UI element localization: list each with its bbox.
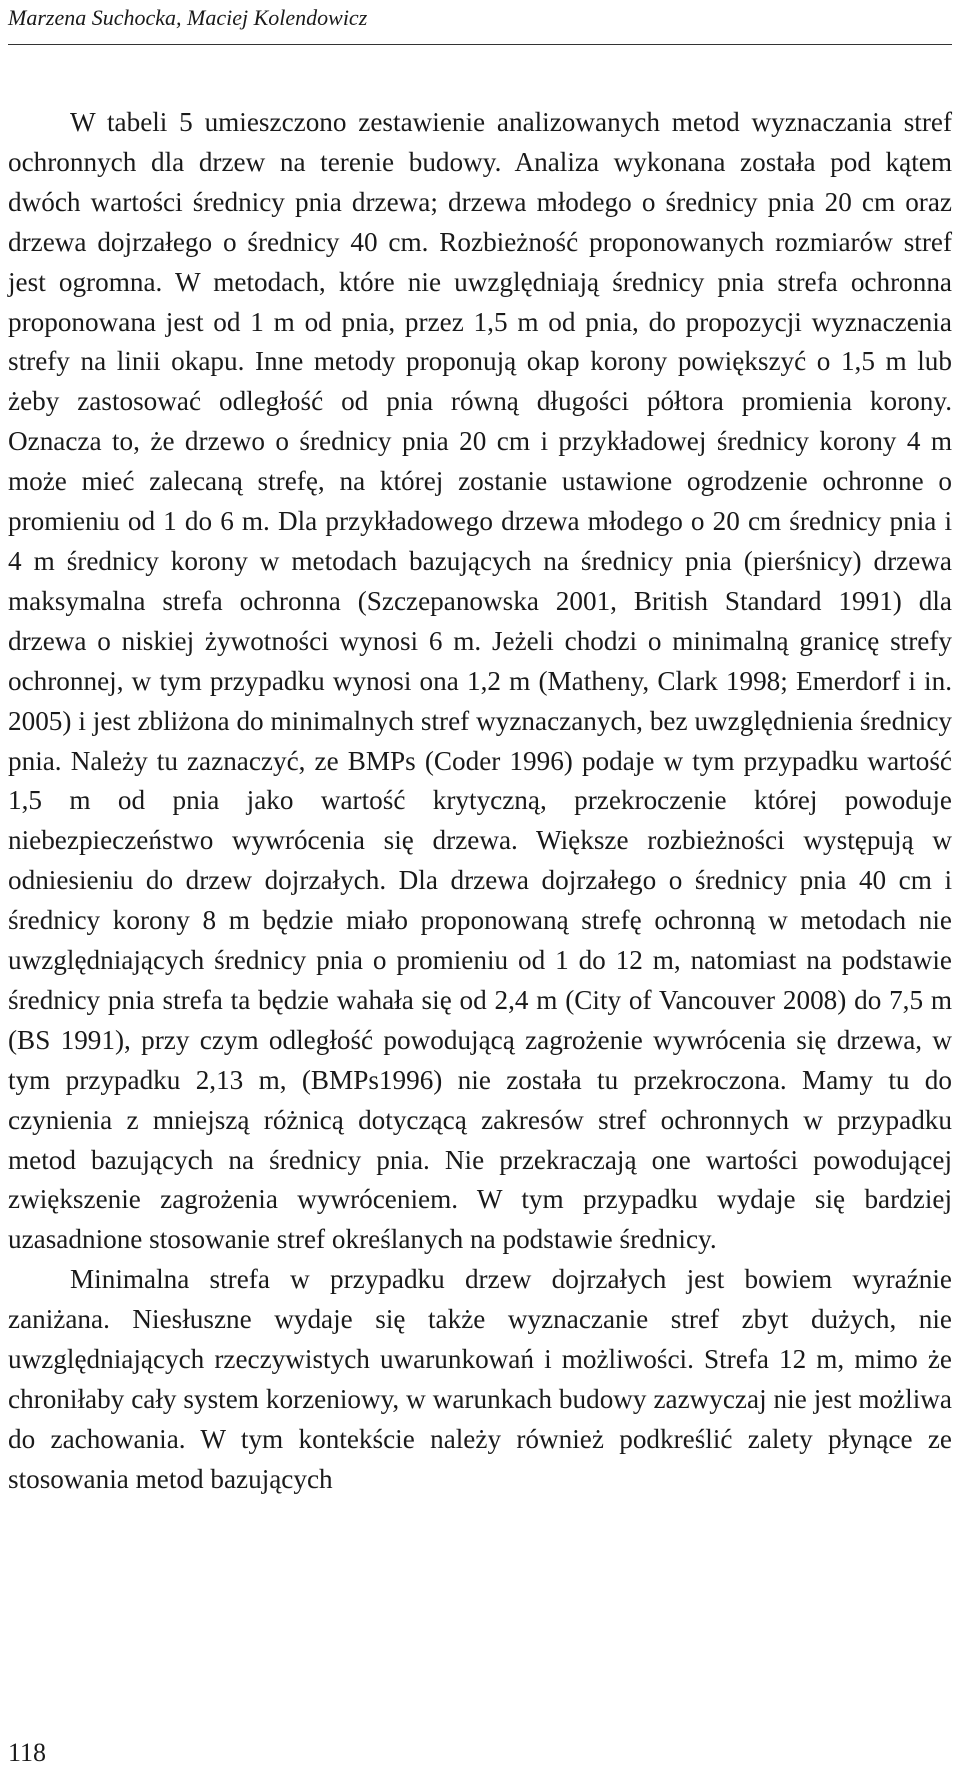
paragraph-minimum-zone-mature-trees: Minimalna strefa w przypadku drzew dojrzałych jest bowiem wyraźnie zaniżana. Niesłuszne wydaje się także wyznaczanie stref zbyt dużych, nie uwzględniających rzeczywistych uwarunkowań i możliwości. Strefa 12 m, mimo że chroniłaby cały system korzeniowy, w warunkach budowy zazwyczaj nie jest możliwa do zachowania. W tym kontekście należy również podkreślić zalety płynące ze stosowania metod bazujących [8,1264,952,1494]
page-number: 118 [8,1738,47,1767]
body-text [8,103,952,1500]
header-divider [8,44,952,45]
paragraph-protection-zones-analysis: W tabeli 5 umieszczono zestawienie analizowanych metod wyznaczania stref ochronnych dla drzew na terenie budowy. Analiza wykonana została pod kątem dwóch wartości średnicy pnia drzewa; drzewa młodego o średnicy pnia 20 cm oraz drzewa dojrzałego o średnicy 40 cm. Rozbieżność proponowanych rozmiarów stref jest ogromna. W metodach, które nie uwzględniają średnicy pnia strefa ochronna proponowana jest od 1 m od pnia, przez 1,5 m od pnia, do propozycji wyznaczenia strefy na linii okapu. Inne metody proponują okap korony powiększyć o 1,5 m lub żeby zastosować odległość od pnia równą długości półtora promienia korony. Oznacza to, że drzewo o średnicy pnia 20 cm i przykładowej średnicy korony 4 m może mieć zalecaną strefę, na której zostanie ustawione ogrodzenie ochronne o promieniu od 1 do 6 m. Dla przykładowego drzewa młodego o 20 cm średnicy pnia i 4 m średnicy korony w metodach bazujących na średnicy pnia (pierśnicy) drzewa maksymalna strefa ochronna (Szczepanowska 2001, British Standard 1991) dla drzewa o niskiej żywotności wynosi 6 m. Jeżeli chodzi o minimalną granicę strefy ochronnej, w tym przypadku wynosi ona 1,2 m (Matheny, Clark 1998; Emerdorf i in. 2005) i jest zbliżona do minimalnych stref wyznaczanych, bez uwzględnienia średnicy pnia. Należy tu zaznaczyć, ze BMPs (Coder 1996) podaje w tym przypadku wartość 1,5 m od pnia jako wartość krytyczną, przekroczenie której powoduje niebezpieczeństwo wywrócenia się drzewa. Większe rozbieżności występują w odniesieniu do drzew dojrzałych. Dla drzewa dojrzałego o średnicy pnia 40 cm i średnicy korony 8 m będzie miało proponowaną strefę ochronną w metodach nie uwzględniających średnicy pnia o promieniu od 1 do 12 m, natomiast na podstawie średnicy pnia strefa ta będzie wahała się od 2,4 m (City of Vancouver 2008) do 7,5 m (BS 1991), przy czym odległość powodującą zagrożenie wywrócenia się drzewa, w tym przypadku 2,13 m, (BMPs1996) nie została tu przekroczona. Mamy tu do czynienia z mniejszą różnicą dotyczącą zakresów stref ochronnych w przypadku metod bazujących na średnicy pnia. Nie przekraczają one wartości powodującej zwiększenie zagrożenia wywróceniem. W tym przypadku wydaje się bardziej uzasadnione stosowanie stref określanych na podstawie średnicy. [8,107,952,1255]
running-header-authors: Marzena Suchocka, Maciej Kolendowicz [8,5,368,30]
